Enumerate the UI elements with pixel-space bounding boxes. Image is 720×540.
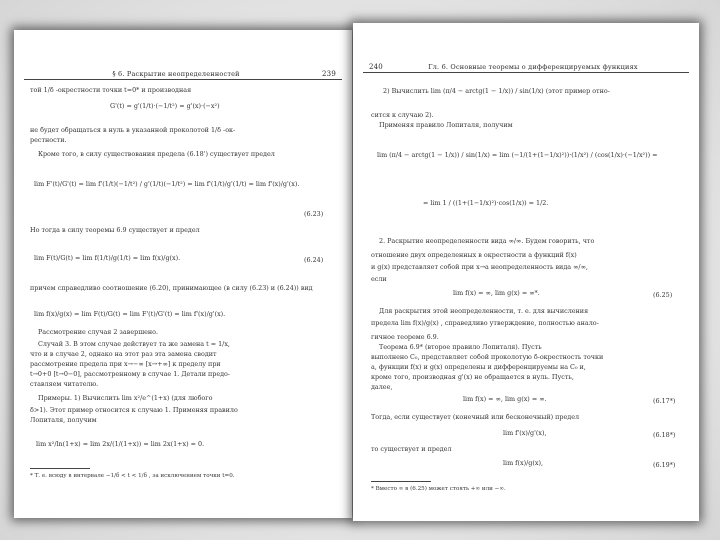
- page-number: 240: [369, 63, 383, 71]
- text-line: далее,: [371, 383, 393, 391]
- page-number: 239: [322, 70, 336, 78]
- formula: lim x²/ln(1+x) = lim 2x/(1/(1+x)) = lim 2x(1+x) = 0.: [36, 440, 205, 448]
- text-line: a, функции f(x) и g(x) определены и дифференцируемы на C₀ и,: [371, 363, 586, 371]
- text-line: t→0+0 [t→0−0], рассмотренному в случае 1. Детали предо-: [30, 370, 231, 378]
- equation-number: (6.23): [304, 210, 324, 218]
- page-text: [14, 30, 352, 518]
- theorem-title: Теорема 6.9* (второе правило Лопиталя). Пусть: [379, 343, 542, 351]
- equation-number: (6.17*): [653, 397, 676, 405]
- text-line: и g(x) представляет собой при x→a неопределенность вида ∞/∞,: [371, 263, 588, 271]
- book-page-left: [14, 30, 352, 518]
- book-page-right: [353, 23, 699, 521]
- formula: lim f(x)/g(x) = lim F(t)/G(t) = lim F'(t)/G'(t) = lim f'(x)/g'(x).: [34, 310, 226, 318]
- text-line: что и в случае 2, однако на этот раз эта замена сводит: [30, 350, 217, 358]
- formula: G'(t) = g'(1/t)·(−1/t²) = g'(x)·(−x²): [110, 102, 220, 110]
- section-title: § 6. Раскрытие неопределенностей: [112, 70, 240, 78]
- formula: = lim 1 / ((1+(1−1/x)²)·cos(1/x)) = 1/2.: [423, 199, 549, 207]
- text-line: рестности.: [30, 136, 67, 144]
- text-line: Кроме того, в силу существования предела (6.18') существует предел: [38, 150, 275, 158]
- text-line: кроме того, производная g'(x) не обращается в нуль. Пусть,: [371, 373, 574, 381]
- formula: lim F(t)/G(t) = lim f(1/t)/g(1/t) = lim f(x)/g(x).: [34, 254, 181, 262]
- text-line: предела lim f(x)/g(x) , справедливо утверждение, полностью анало-: [371, 319, 599, 327]
- text-line: ставляем читателю.: [30, 380, 99, 388]
- text-line: причем справедливо соотношение (6.20), принимающее (в силу (6.23) и (6.24)) вид: [30, 284, 313, 292]
- page-text: [353, 23, 699, 521]
- text-line: Рассмотрение случая 2 завершено.: [38, 328, 159, 336]
- text-line: то существует и предел: [371, 445, 452, 453]
- footnote: * Т. е. всюду в интервале −1/δ < t < 1/δ , за исключением точки t=0.: [30, 473, 235, 479]
- text-line: 2. Раскрытие неопределенности вида ∞/∞. Будем говорить, что: [379, 237, 595, 245]
- text-line: Случай 3. В этом случае действует та же замена t = 1/x,: [38, 340, 230, 348]
- text-line: 2) Вычислить lim (π/4 − arctg(1 − 1/x)) / sin(1/x) (этот пример отно-: [383, 87, 610, 95]
- equation-number: (6.24): [304, 256, 324, 264]
- text-line: сится к случаю 2).: [371, 111, 434, 119]
- footnote-rule: [30, 468, 90, 469]
- text-line: если: [371, 275, 387, 283]
- footnote: * Вместо ∞ в (6.25) может стоять +∞ или −∞.: [371, 486, 506, 492]
- formula: lim f(x) = ∞, lim g(x) = ∞.: [463, 395, 547, 403]
- text-line: той 1/δ -окрестности точки t=0* и производная: [30, 86, 192, 94]
- text-line: Лопиталя, получим: [30, 416, 97, 424]
- equation-number: (6.18*): [653, 431, 676, 439]
- text-line: Примеры. 1) Вычислить lim x²/e^(1+x) (для любого: [38, 394, 213, 402]
- equation-number: (6.25): [653, 291, 673, 299]
- text-line: рассмотрение предела при x→−∞ [x→+∞] к пределу при: [30, 360, 221, 368]
- text-line: Для раскрытия этой неопределенности, т. е. для вычисления: [379, 307, 589, 315]
- text-line: Применяя правило Лопиталя, получим: [379, 121, 513, 129]
- formula: lim F'(t)/G'(t) = lim f'(1/t)(−1/t²) / g'(1/t)(−1/t²) = lim f'(1/t)/g'(1/t) = lim f'(x)/g'(x).: [34, 180, 300, 188]
- footnote-rule: [371, 481, 431, 482]
- formula: lim (π/4 − arctg(1 − 1/x)) / sin(1/x) = lim (−1/(1+(1−1/x)²))·(1/x²) / (cos(1/x)·(−1/x²)) =: [377, 151, 658, 159]
- chapter-title: Гл. 6. Основные теоремы о дифференцируемых функциях: [428, 63, 638, 71]
- text-line: δ>1). Этот пример относится к случаю 1. Применяя правило: [30, 406, 238, 414]
- equation-number: (6.19*): [653, 461, 676, 469]
- text-line: отношение двух определенных в окрестности а функций f(x): [371, 251, 577, 259]
- text-line: гичное теореме 6.9.: [371, 333, 439, 341]
- formula: lim f'(x)/g'(x),: [503, 429, 547, 437]
- text-line: Тогда, если существует (конечный или бесконечный) предел: [371, 413, 580, 421]
- text-line: не будет обращаться в нуль в указанной проколотой 1/δ -ок-: [30, 126, 236, 134]
- text-line: выполнено C₀, представляет собой проколотую δ-окрестность точки: [371, 353, 604, 361]
- text-line: Но тогда в силу теоремы 6.9 существует и предел: [30, 226, 200, 234]
- formula: lim f(x)/g(x),: [503, 459, 544, 467]
- formula: lim f(x) = ∞, lim g(x) = ∞*.: [453, 289, 540, 297]
